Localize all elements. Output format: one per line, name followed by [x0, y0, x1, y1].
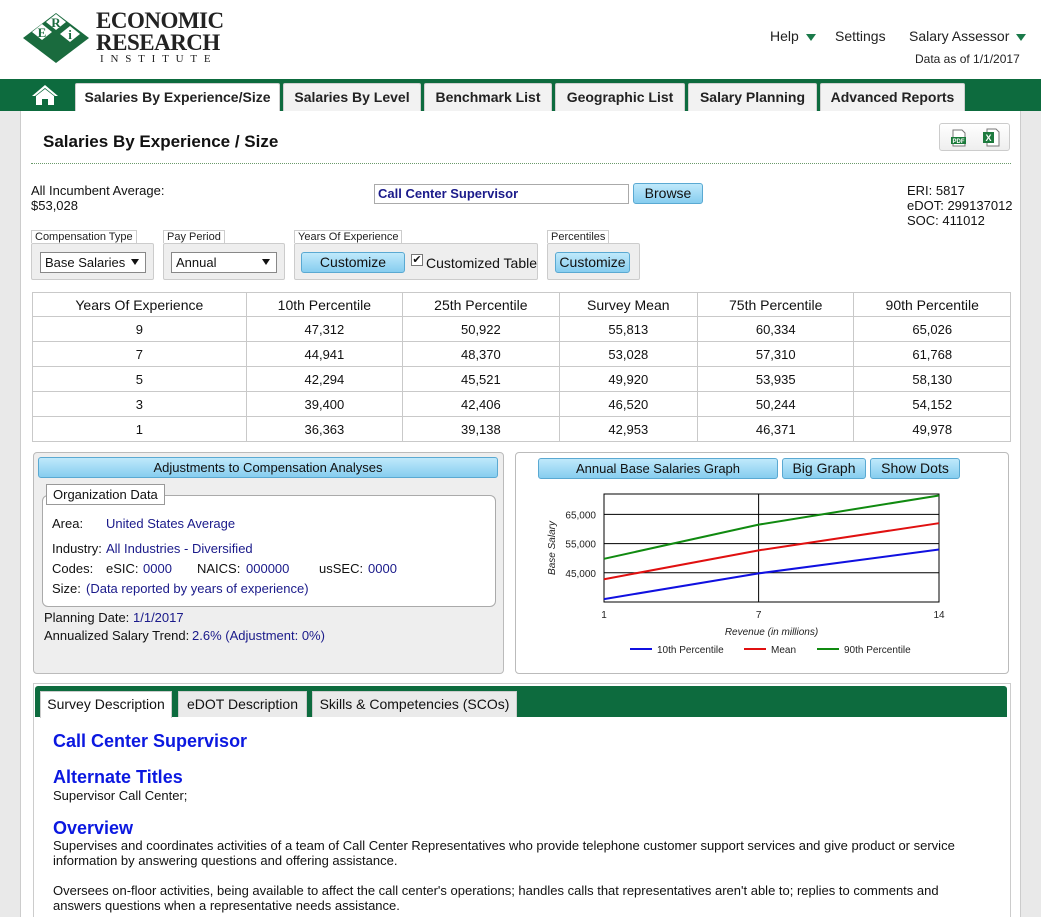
table-cell: 1 — [33, 417, 247, 442]
table-cell: 48,370 — [403, 342, 559, 367]
help-menu[interactable] — [770, 28, 816, 44]
soc-code: SOC: 411012 — [907, 213, 985, 228]
legend-label: Mean — [771, 645, 797, 656]
col-header-mean[interactable]: Survey Mean — [559, 293, 697, 317]
incumbent-average-label: All Incumbent Average: — [31, 183, 165, 198]
compensation-type-value: Base Salaries — [45, 255, 126, 270]
col-header-p90[interactable]: 90th Percentile — [854, 293, 1011, 317]
alternate-titles-text: Supervisor Call Center; — [53, 788, 188, 803]
table-cell: 46,371 — [697, 417, 853, 442]
svg-text:R: R — [51, 15, 61, 30]
salary-trend-label: Annualized Salary Trend: — [44, 628, 190, 643]
svg-text:i: i — [68, 27, 72, 42]
table-cell: 49,978 — [854, 417, 1011, 442]
dropdown-arrow-icon — [131, 259, 139, 265]
table-cell: 36,363 — [246, 417, 402, 442]
planning-date-label: Planning Date: — [44, 610, 130, 625]
industry-value[interactable]: All Industries - Diversified — [106, 541, 253, 556]
job-title-input[interactable]: Call Center Supervisor — [374, 184, 629, 204]
table-cell: 45,521 — [403, 367, 559, 392]
col-header-years[interactable]: Years Of Experience — [33, 293, 247, 317]
pay-period-select[interactable] — [171, 252, 277, 273]
col-header-p75[interactable]: 75th Percentile — [697, 293, 853, 317]
x-tick-label: 1 — [601, 610, 607, 621]
yoe-customize-button[interactable]: Customize — [301, 252, 405, 273]
esic-label: eSIC: — [106, 561, 139, 576]
legend-label: 90th Percentile — [844, 645, 911, 656]
naics-value[interactable]: 000000 — [246, 561, 290, 576]
tab-salaries-by-level[interactable]: Salaries By Level — [283, 83, 421, 111]
table-cell: 61,768 — [854, 342, 1011, 367]
compensation-type-legend: Compensation Type — [31, 230, 137, 243]
chevron-down-icon — [806, 34, 816, 41]
tab-skills-competencies[interactable]: Skills & Competencies (SCOs) — [312, 691, 517, 717]
tab-survey-description[interactable]: Survey Description — [40, 691, 172, 718]
salary-assessor-menu[interactable] — [909, 28, 1026, 44]
tab-benchmark-list[interactable]: Benchmark List — [424, 83, 552, 111]
help-menu-label: Help — [770, 28, 799, 44]
header — [0, 0, 1041, 79]
overview-paragraph-2: Oversees on-floor activities, being available to affect the call center's operations; handles calls that representatives aren't able to; replies to comments and answers questions when a representative needs assistance. — [53, 883, 939, 913]
eri-logo-icon[interactable] — [22, 12, 90, 64]
browse-button[interactable]: Browse — [633, 183, 703, 204]
table-cell: 42,953 — [559, 417, 697, 442]
eri-code: ERI: 5817 — [907, 183, 965, 198]
x-axis-label: Revenue (in millions) — [724, 627, 819, 638]
show-dots-button[interactable]: Show Dots — [870, 458, 960, 479]
data-as-of: Data as of 1/1/2017 — [915, 52, 1020, 66]
big-graph-button[interactable]: Big Graph — [782, 458, 866, 479]
overview-heading: Overview — [53, 818, 134, 838]
table-row — [33, 317, 1011, 342]
overview-paragraph-1: Supervises and coordinates activities of a team of Call Center Representatives who provide telephone customer support services and give product or service information by answering questions and offering assistance. — [53, 838, 955, 868]
size-value[interactable]: (Data reported by years of experience) — [86, 581, 309, 596]
table-cell: 39,138 — [403, 417, 559, 442]
pay-period-legend: Pay Period — [163, 230, 225, 243]
ussec-label: usSEC: — [319, 561, 364, 576]
percentiles-legend: Percentiles — [547, 230, 609, 243]
table-row — [33, 417, 1011, 442]
y-tick-label: 65,000 — [565, 510, 596, 522]
adjustments-header-button[interactable]: Adjustments to Compensation Analyses — [38, 457, 498, 478]
ussec-value[interactable]: 0000 — [368, 561, 397, 576]
dropdown-arrow-icon — [262, 259, 270, 265]
pay-period-value: Annual — [176, 255, 217, 270]
pdf-export-icon[interactable] — [950, 129, 968, 147]
table-cell: 55,813 — [559, 317, 697, 342]
brand-name-line1: ECONOMIC — [96, 8, 224, 33]
y-axis-label: Base Salary — [547, 521, 558, 575]
y-tick-label: 45,000 — [565, 568, 596, 580]
col-header-p10[interactable]: 10th Percentile — [246, 293, 402, 317]
compensation-type-select[interactable] — [40, 252, 146, 273]
salary-table — [32, 292, 1011, 442]
brand-name-line3: INSTITUTE — [100, 53, 218, 65]
table-cell: 53,028 — [559, 342, 697, 367]
industry-label: Industry: — [52, 541, 102, 556]
table-cell: 50,922 — [403, 317, 559, 342]
customized-table-label: Customized Table — [426, 255, 538, 271]
settings-link[interactable]: Settings — [835, 28, 886, 44]
svg-text:E: E — [37, 25, 47, 40]
col-header-p25[interactable]: 25th Percentile — [403, 293, 559, 317]
export-toolbar — [939, 123, 1010, 151]
tab-salary-planning[interactable]: Salary Planning — [688, 83, 817, 111]
esic-value[interactable]: 0000 — [143, 561, 172, 576]
svg-text:X: X — [985, 133, 992, 143]
edot-code: eDOT: 299137012 — [907, 198, 1013, 213]
salary-assessor-label: Salary Assessor — [909, 28, 1010, 44]
table-cell: 60,334 — [697, 317, 853, 342]
table-cell: 9 — [33, 317, 247, 342]
tab-advanced-reports[interactable]: Advanced Reports — [820, 83, 965, 111]
table-header-row — [33, 293, 1011, 317]
brand-name-line2: RESEARCH — [96, 30, 220, 55]
excel-export-icon[interactable] — [982, 128, 1000, 147]
annual-base-salaries-graph-button[interactable]: Annual Base Salaries Graph — [538, 458, 778, 479]
table-cell: 57,310 — [697, 342, 853, 367]
area-value[interactable]: United States Average — [106, 516, 236, 531]
x-tick-label: 7 — [755, 610, 762, 621]
page-title: Salaries By Experience / Size — [43, 132, 279, 151]
size-label: Size: — [52, 581, 81, 596]
table-cell: 44,941 — [246, 342, 402, 367]
table-row — [33, 342, 1011, 367]
table-cell: 7 — [33, 342, 247, 367]
home-icon[interactable] — [30, 83, 60, 107]
title-divider — [31, 163, 1011, 164]
table-cell: 42,406 — [403, 392, 559, 417]
svg-text:PDF: PDF — [952, 139, 965, 145]
customized-table-checkbox[interactable]: ✔ — [412, 254, 422, 266]
job-heading: Call Center Supervisor — [53, 731, 248, 751]
tab-geographic-list[interactable]: Geographic List — [555, 83, 685, 111]
table-cell: 47,312 — [246, 317, 402, 342]
table-cell: 3 — [33, 392, 247, 417]
area-label: Area: — [52, 516, 84, 531]
organization-data-legend: Organization Data — [46, 484, 165, 505]
percentiles-customize-button[interactable]: Customize — [555, 252, 630, 273]
naics-label: NAICS: — [197, 561, 241, 576]
table-cell: 39,400 — [246, 392, 402, 417]
table-cell: 58,130 — [854, 367, 1011, 392]
y-tick-label: 55,000 — [565, 539, 596, 551]
salary-line-chart — [515, 482, 1009, 672]
table-cell: 42,294 — [246, 367, 402, 392]
table-cell: 50,244 — [697, 392, 853, 417]
table-cell: 49,920 — [559, 367, 697, 392]
table-row — [33, 367, 1011, 392]
x-tick-label: 14 — [933, 610, 945, 621]
table-cell: 5 — [33, 367, 247, 392]
table-cell: 46,520 — [559, 392, 697, 417]
table-cell: 54,152 — [854, 392, 1011, 417]
years-of-experience-legend: Years Of Experience — [294, 230, 402, 243]
planning-date-value[interactable]: 1/1/2017 — [133, 610, 184, 625]
table-row — [33, 392, 1011, 417]
tab-edot-description[interactable]: eDOT Description — [178, 691, 307, 717]
codes-label: Codes: — [52, 561, 94, 576]
incumbent-average-value: $53,028 — [31, 198, 78, 213]
table-cell: 65,026 — [854, 317, 1011, 342]
chevron-down-icon — [1016, 34, 1026, 41]
legend-label: 10th Percentile — [657, 645, 724, 656]
table-cell: 53,935 — [697, 367, 853, 392]
tab-salaries-by-experience[interactable]: Salaries By Experience/Size — [75, 83, 280, 112]
alternate-titles-heading: Alternate Titles — [53, 767, 183, 787]
salary-trend-value[interactable]: 2.6% (Adjustment: 0%) — [192, 628, 325, 643]
